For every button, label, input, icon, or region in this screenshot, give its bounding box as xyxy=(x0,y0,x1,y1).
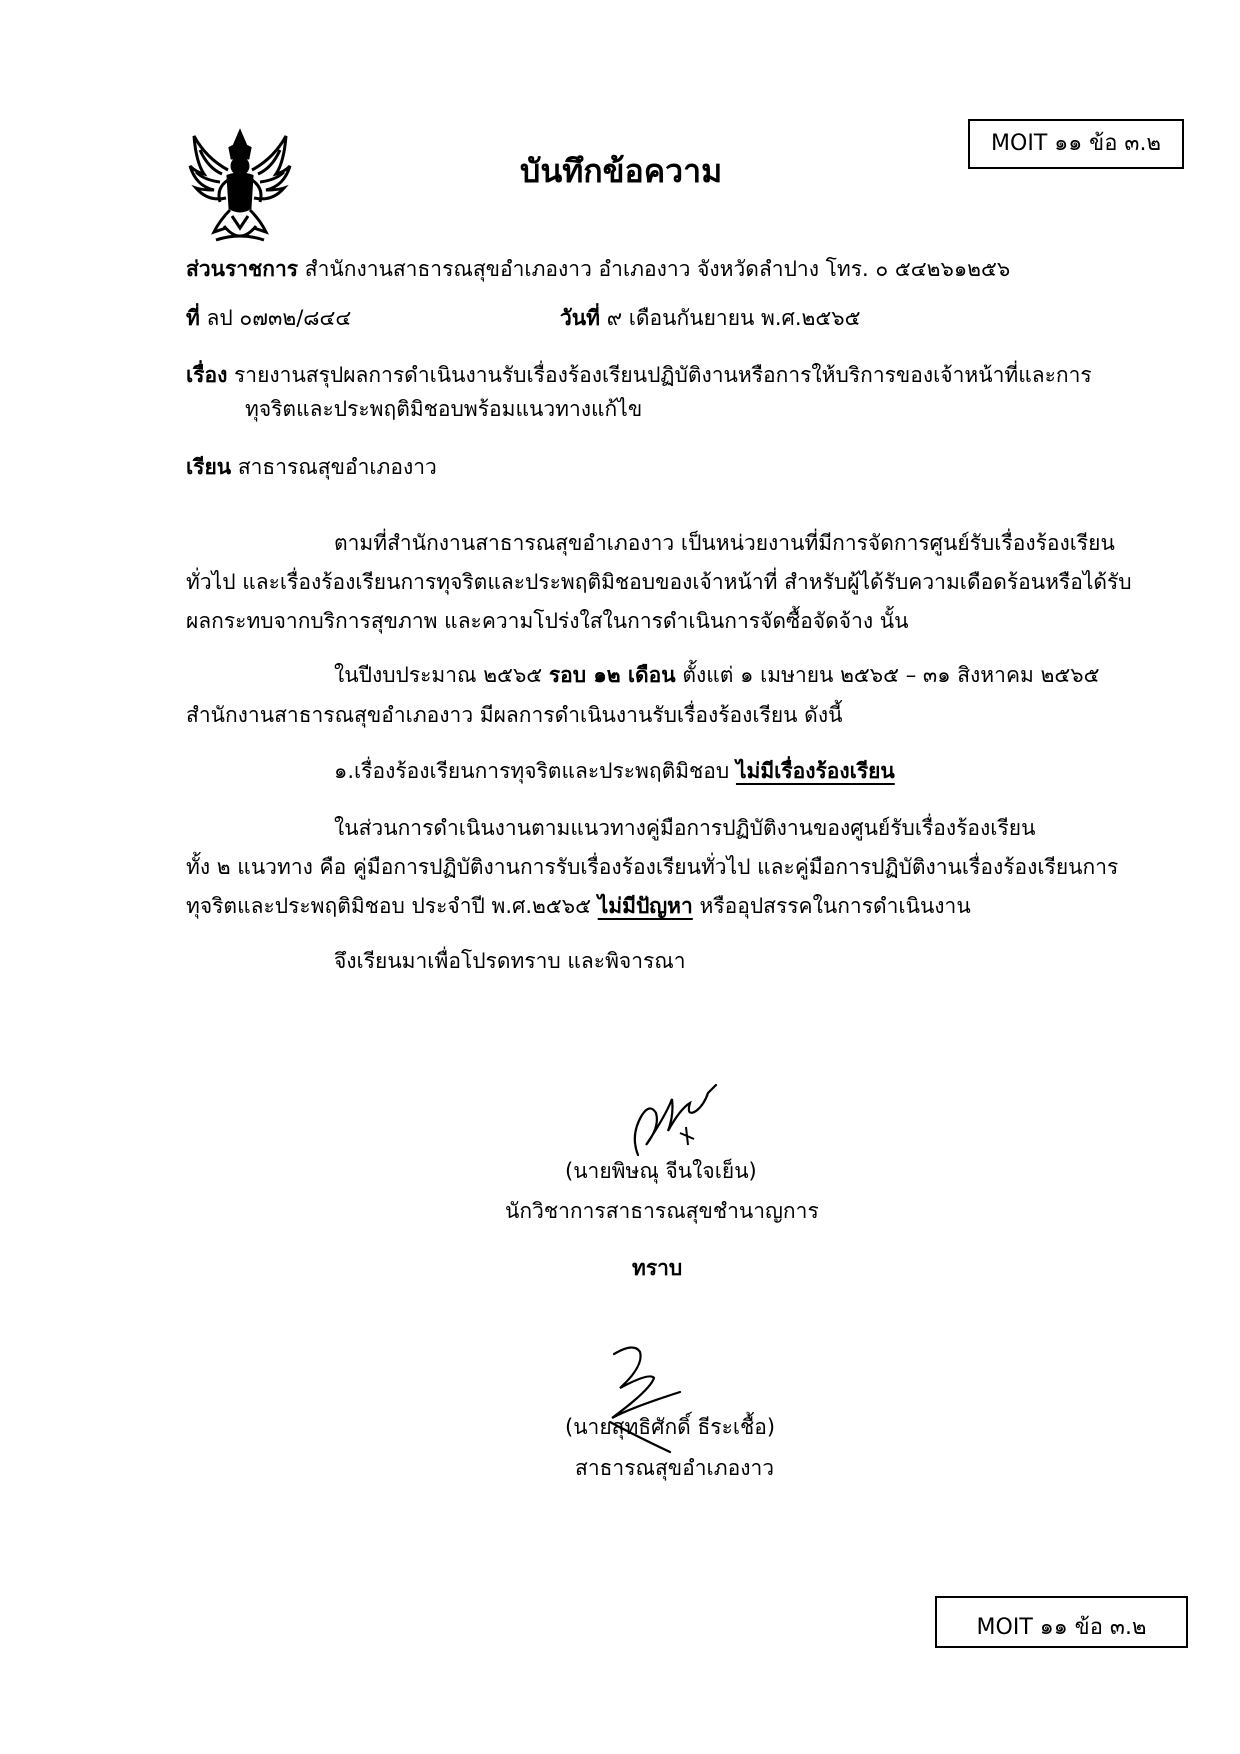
paragraph-2-line-2 xyxy=(186,700,842,730)
paragraph-4-text-3c: หรืออุปสรรคในการดำเนินงาน xyxy=(692,894,971,918)
paragraph-2-text-bold: รอบ ๑๒ เดือน xyxy=(548,663,676,687)
date-line xyxy=(560,303,861,333)
moit-reference-box-bottom xyxy=(935,1596,1188,1648)
signature-1 xyxy=(620,1075,730,1165)
garuda-emblem-icon xyxy=(186,128,294,246)
agency-line xyxy=(186,254,1010,284)
paragraph-1-line-3 xyxy=(186,606,909,636)
memo-title xyxy=(520,146,722,197)
paragraph-4-text-1: ในส่วนการดำเนินงานตามแนวทางคู่มือการปฏิบัติงานของศูนย์รับเรื่องร้องเรียน xyxy=(334,816,1036,840)
agency-label: ส่วนราชการ xyxy=(186,257,299,281)
acknowledge-line xyxy=(632,1253,682,1283)
recipient-value: สาธารณสุขอำเภองาว xyxy=(237,455,437,479)
paragraph-4-line-1 xyxy=(334,813,1035,843)
paragraph-4-line-3 xyxy=(186,891,971,921)
signer-1-name xyxy=(565,1156,757,1186)
agency-value: สำนักงานสาธารณสุขอำเภองาว อำเภองาว จังหวัดลำปาง โทร. ๐ ๕๔๒๖๑๒๕๖ xyxy=(304,257,1011,281)
subject-value-1: รายงานสรุปผลการดำเนินงานรับเรื่องร้องเรียนปฏิบัติงานหรือการให้บริการของเจ้าหน้าที่และการ xyxy=(234,363,1092,387)
paragraph-1-text-3: ผลกระทบจากบริการสุขภาพ และความโปร่งใสในการดำเนินการจัดซื้อจัดจ้าง นั้น xyxy=(186,609,909,633)
closing-text: จึงเรียนมาเพื่อโปรดทราบ และพิจารณา xyxy=(334,949,686,973)
memo-title-text: บันทึกข้อความ xyxy=(520,152,723,190)
recipient-line xyxy=(186,452,437,482)
paragraph-1-text-1: ตามที่สำนักงานสาธารณสุขอำเภองาว เป็นหน่วยงานที่มีการจัดการศูนย์รับเรื่องร้องเรียน xyxy=(334,531,1115,555)
paragraph-2-text-a: ในปีงบประมาณ ๒๕๖๕ xyxy=(334,663,549,687)
signer-2-name-text: (นายสุทธิศักดิ์ ธีระเชื้อ) xyxy=(565,1415,776,1439)
paragraph-2-line-1 xyxy=(334,660,1099,690)
paragraph-3-text-bold: ไม่มีเรื่องร้องเรียน xyxy=(735,759,895,783)
signer-2-title xyxy=(575,1453,774,1483)
moit-reference-box-top xyxy=(968,119,1184,169)
reference-number-line xyxy=(186,303,351,333)
reference-number-value: ลป ๐๗๓๒/๘๔๔ xyxy=(206,306,352,330)
signer-1-title-text: นักวิชาการสาธารณสุขชำนาญการ xyxy=(505,1199,819,1223)
paragraph-4-text-3a: ทุจริตและประพฤติมิชอบ ประจำปี พ.ศ.๒๕๖๕ xyxy=(186,894,598,918)
subject-label: เรื่อง xyxy=(186,363,228,387)
recipient-label: เรียน xyxy=(186,455,232,479)
paragraph-1-text-2: ทั่วไป และเรื่องร้องเรียนการทุจริตและประพฤติมิชอบของเจ้าหน้าที่ สำหรับผู้ได้รับความเดือดร้อนหรือได้รับ xyxy=(186,570,1132,594)
closing-line xyxy=(334,946,686,976)
signer-2-name xyxy=(565,1412,775,1442)
date-label: วันที่ xyxy=(560,306,600,330)
subject-line-1 xyxy=(186,360,1092,390)
subject-line-2 xyxy=(245,394,642,424)
subject-value-2: ทุจริตและประพฤติมิชอบพร้อมแนวทางแก้ไข xyxy=(245,397,643,421)
paragraph-2-text-2: สำนักงานสาธารณสุขอำเภองาว มีผลการดำเนินงานรับเรื่องร้องเรียน ดังนี้ xyxy=(186,703,843,727)
paragraph-1-line-1 xyxy=(334,528,1115,558)
acknowledge-text: ทราบ xyxy=(632,1256,683,1280)
paragraph-4-text-2: ทั้ง ๒ แนวทาง คือ คู่มือการปฏิบัติงานการรับเรื่องร้องเรียนทั่วไป และคู่มือการปฏิบัติงานเรื่องร้องเรียนการ xyxy=(186,855,1119,879)
paragraph-3-text-a: ๑.เรื่องร้องเรียนการทุจริตและประพฤติมิชอบ xyxy=(334,759,736,783)
signature-2 xyxy=(590,1342,700,1462)
moit-reference-top: MOIT ๑๑ ข้อ ๓.๒ xyxy=(991,131,1161,156)
paragraph-3-line xyxy=(334,756,895,786)
paragraph-1-line-2 xyxy=(186,567,1132,597)
paragraph-2-text-c: ตั้งแต่ ๑ เมษายน ๒๕๖๕ – ๓๑ สิงหาคม ๒๕๖๕ xyxy=(675,663,1100,687)
paragraph-4-line-2 xyxy=(186,852,1118,882)
signer-2-title-text: สาธารณสุขอำเภองาว xyxy=(575,1456,775,1480)
date-value: ๙ เดือนกันยายน พ.ศ.๒๕๖๕ xyxy=(606,306,861,330)
moit-reference-bottom: MOIT ๑๑ ข้อ ๓.๒ xyxy=(976,1615,1147,1640)
paragraph-4-text-bold: ไม่มีปัญหา xyxy=(597,894,693,918)
signer-1-name-text: (นายพิษณุ จีนใจเย็น) xyxy=(565,1159,757,1183)
signer-1-title xyxy=(505,1196,819,1226)
reference-number-label: ที่ xyxy=(186,306,200,330)
